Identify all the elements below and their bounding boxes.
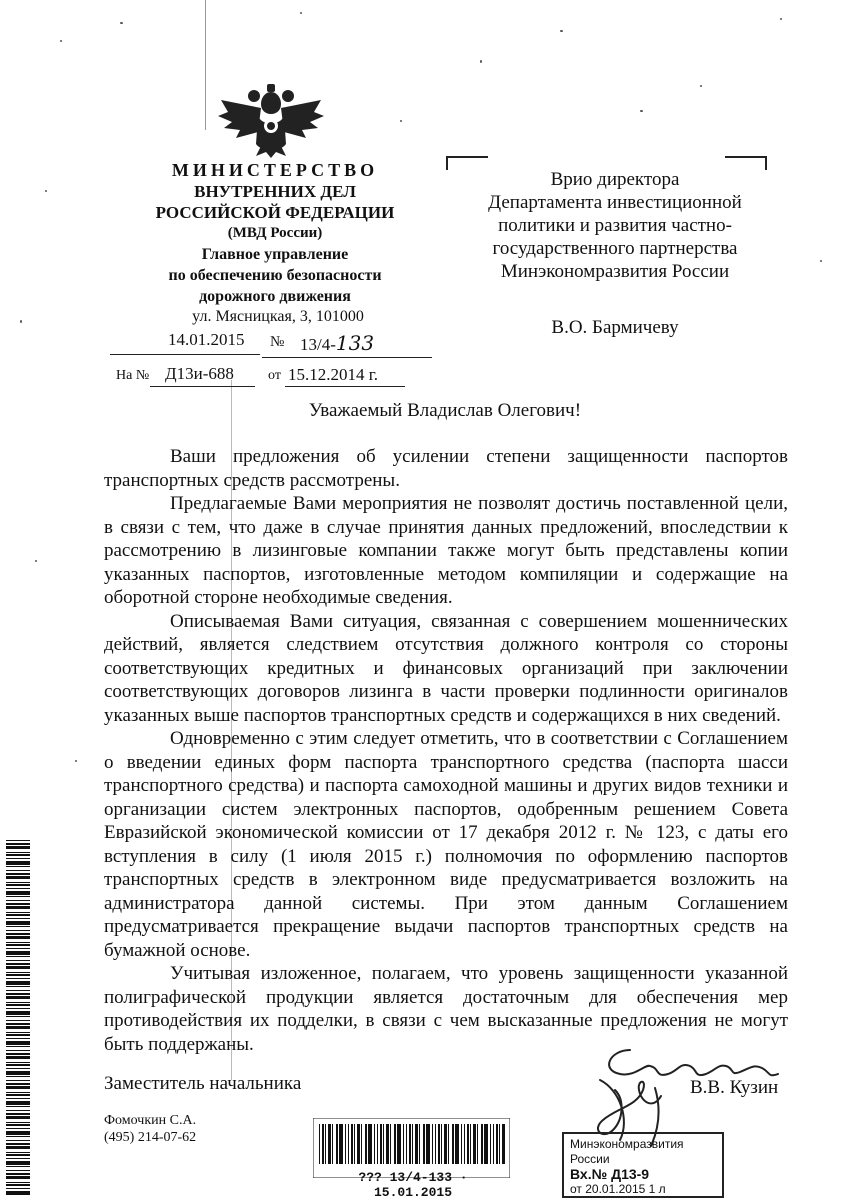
executor-info [104, 1112, 196, 1146]
ministry-name-line3: РОССИЙСКОЙ ФЕДЕРАЦИИ [155, 203, 395, 222]
reply-to-label: На № [116, 368, 150, 383]
recipient-line3: политики и развития частно- [498, 215, 732, 236]
ministry-abbr: (МВД России) [227, 225, 323, 241]
recipient-line5: Минэкономразвития России [500, 261, 730, 282]
incoming-registration-stamp [562, 1132, 724, 1198]
ministry-name-line1: МИНИСТЕРСТВО [171, 160, 379, 180]
greeting: Уважаемый Владислав Олегович! [308, 400, 582, 421]
outgoing-number-printed: 13/4- [300, 335, 336, 354]
signatory-name: В.В. Кузин [690, 1077, 779, 1098]
recipient-block [470, 168, 760, 339]
executor-name: Фомочкин С.А. [104, 1113, 197, 1128]
double-headed-eagle-emblem-icon [216, 82, 326, 160]
outgoing-date: 14.01.2015 [168, 330, 245, 349]
body-paragraph-4: Одновременно с этим следует отметить, что в соответствии с Соглашением о введении единых форм паспорта транспортного средства (паспорта шасси транспортного средства) и паспорта самоходной машины и других видов техники и организации систем электронных паспортов, одобренным решением Совета Евразийской экономической комиссии от 17 декабря 2012 г. № 123, с даты его вступления в силу (1 июля 2015 г.) полномочия по оформлению паспортов транспортных средств в электронном виде предусматривается возложить на администратора данной системы. При этом данным Соглашением предусматривается прекращение выдачи паспортов транспортных средств на бумажной основе. [104, 728, 788, 961]
vertical-barcode-icon [3, 836, 33, 1202]
reply-from-label: от [268, 368, 281, 383]
stamp-line1: Минэкономразвития России [570, 1137, 684, 1166]
reply-date-underline [285, 386, 405, 387]
body-paragraph-2: Предлагаемые Вами мероприятия не позволят достичь поставленной цели, в связи с тем, что даже в случае принятия данных предложений, впоследствии к рассмотрению в лизинговые компании также могут быть представлены копии указанных паспортов, изготовленные методом компиляции и содержащие на оборотной стороне необходимые сведения. [104, 493, 788, 608]
reply-to-number: Д13и-688 [165, 364, 234, 383]
body-paragraph-1: Ваши предложения об усилении степени защищенности паспортов транспортных средств рассмотрены. [104, 446, 788, 491]
outgoing-number-handwritten: 133 [335, 331, 375, 355]
signatory-title: Заместитель начальника [104, 1073, 302, 1094]
recipient-name: В.О. Бармичеву [551, 317, 679, 338]
department-line3: дорожного движения [199, 288, 351, 305]
ministry-header [120, 160, 430, 307]
stamp-line2: Вх.№ Д13-9 [570, 1166, 650, 1182]
body-paragraph-5: Учитывая изложенное, полагаем, что уровень защищенности указанной полиграфической продукции является достаточным для обеспечения мер противодействия их подделки, в связи с чем высказанные предложения не могут быть поддержаны. [104, 963, 788, 1055]
registration-barcode-icon [313, 1118, 510, 1178]
reply-to-date: 15.12.2014 г. [288, 365, 379, 384]
executor-phone: (495) 214-07-62 [104, 1130, 197, 1145]
date-underline [110, 354, 260, 355]
number-underline [262, 357, 432, 358]
department-line1: Главное управление [201, 246, 349, 263]
ministry-name-line2: ВНУТРЕННИХ ДЕЛ [194, 182, 356, 201]
barcode-caption: ??? 13/4-133 · 15.01.2015 [358, 1170, 468, 1200]
body-paragraph-3: Описываемая Вами ситуация, связанная с совершением мошеннических действий, является следствием отсутствия должного контроля со стороны соответствующих кредитных и финансовых организаций при заключении соответствующих договоров лизинга в части проверки подлинности оригиналов указанных выше паспортов транспортных средств и содержащихся в них сведений. [104, 610, 788, 726]
recipient-line2: Департамента инвестиционной [488, 192, 742, 213]
letter-body [104, 445, 788, 1056]
reply-number-underline [150, 386, 255, 387]
department-line2: по обеспечению безопасности [168, 267, 382, 284]
recipient-line1: Врио директора [550, 169, 680, 190]
outgoing-number-label: № [270, 334, 285, 350]
outgoing-number [300, 331, 374, 355]
recipient-line4: государственного партнерства [492, 238, 738, 259]
ministry-address: ул. Мясницкая, 3, 101000 [192, 308, 364, 325]
stamp-line3: от 20.01.2015 1 л [570, 1182, 666, 1196]
